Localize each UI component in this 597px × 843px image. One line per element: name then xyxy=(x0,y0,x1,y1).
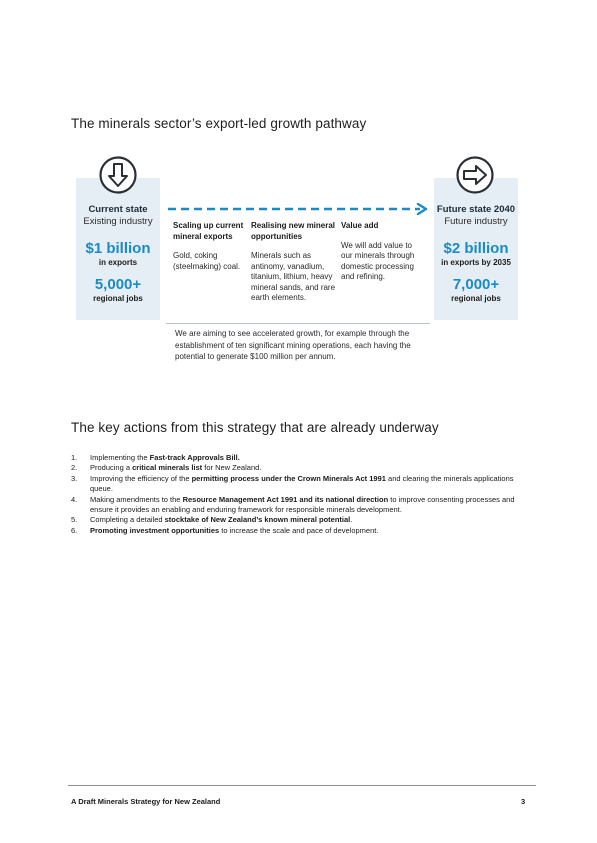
item-number: 5. xyxy=(71,515,78,525)
item-number: 6. xyxy=(71,525,78,535)
item-text: and clearing the minerals applications queue. xyxy=(90,473,514,494)
item-bold-text: stocktake of New Zealand’s known mineral potential xyxy=(164,515,351,525)
future-jobs-label: regional jobs xyxy=(451,294,501,303)
list-item xyxy=(71,515,521,525)
item-text: Making amendments to the xyxy=(90,494,183,504)
item-bold-text: Promoting investment opportunities xyxy=(90,525,220,535)
page-number: 3 xyxy=(521,797,526,806)
current-state-subtitle: Existing industry xyxy=(83,216,153,227)
item-number: 4. xyxy=(71,494,78,504)
item-number: 1. xyxy=(71,453,78,462)
future-exports-value: $2 billion xyxy=(443,240,509,257)
footer-document-title: A Draft Minerals Strategy for New Zealand xyxy=(71,797,221,806)
item-text: for New Zealand. xyxy=(202,463,262,473)
item-text: . xyxy=(350,515,353,525)
column-value-add xyxy=(341,221,423,283)
dashed-growth-arrow xyxy=(166,203,430,215)
current-exports-label: in exports xyxy=(98,258,138,267)
current-exports-value: $1 billion xyxy=(85,240,151,257)
list-item xyxy=(71,526,521,536)
item-bold-text: critical minerals list xyxy=(132,463,203,473)
growth-note: We are aiming to see accelerated growth, for example through the establishment of ten significant mining operations, each having the potential to generate $100 million per annum. xyxy=(175,329,411,361)
key-actions-list xyxy=(71,453,521,536)
future-state-subtitle: Future industry xyxy=(444,216,508,227)
future-state-title: Future state 2040 xyxy=(436,204,516,215)
column-title: Value add xyxy=(341,221,379,230)
down-arrow-circle-icon xyxy=(98,155,138,195)
item-text: Producing a xyxy=(90,463,133,473)
current-jobs-label: regional jobs xyxy=(93,294,143,303)
column-body: Minerals such as antinomy, vanadium, titanium, lithium, heavy mineral sands, and rare earth elements. xyxy=(251,251,336,302)
section-heading-key-actions: The key actions from this strategy that are already underway xyxy=(71,420,439,435)
column-scaling-up xyxy=(173,221,251,272)
column-title: Realising new mineral opportunities xyxy=(251,221,336,241)
item-bold-text: permitting process under the Crown Minerals Act 1991 xyxy=(191,473,386,483)
column-title: Scaling up current mineral exports xyxy=(173,221,244,241)
current-state-panel xyxy=(76,178,160,320)
current-jobs-value: 5,000+ xyxy=(94,276,142,293)
infographic-divider xyxy=(166,323,430,324)
right-arrow-circle-icon xyxy=(455,155,495,195)
column-body: We will add value to our minerals through domestic processing and refining. xyxy=(341,240,415,281)
list-item xyxy=(71,453,521,463)
future-exports-label: in exports by 2035 xyxy=(441,258,511,267)
future-jobs-value: 7,000+ xyxy=(452,276,500,293)
footer-divider xyxy=(68,785,536,786)
item-text: Completing a detailed xyxy=(90,515,165,525)
item-text: to increase the scale and pace of development. xyxy=(219,525,379,535)
list-item xyxy=(71,463,521,473)
current-state-title: Current state xyxy=(88,204,148,215)
item-bold-text: Fast-track Approvals Bill. xyxy=(149,453,240,462)
item-text: Implementing the xyxy=(90,453,150,462)
list-item xyxy=(71,474,521,495)
column-new-opportunities xyxy=(251,221,341,304)
item-number: 3. xyxy=(71,473,78,483)
future-state-panel xyxy=(434,178,518,320)
item-text: to improve consenting processes and ensure it provides an enabling and enduring framework for responsible minerals development. xyxy=(90,494,515,515)
list-item xyxy=(71,495,521,516)
section-heading-growth-pathway: The minerals sector’s export-led growth pathway xyxy=(71,116,367,131)
item-number: 2. xyxy=(71,463,78,473)
item-bold-text: Resource Management Act 1991 and its national direction xyxy=(182,494,389,504)
column-body: Gold, coking (steelmaking) coal. xyxy=(173,251,241,271)
item-text: Improving the efficiency of the xyxy=(90,473,192,483)
